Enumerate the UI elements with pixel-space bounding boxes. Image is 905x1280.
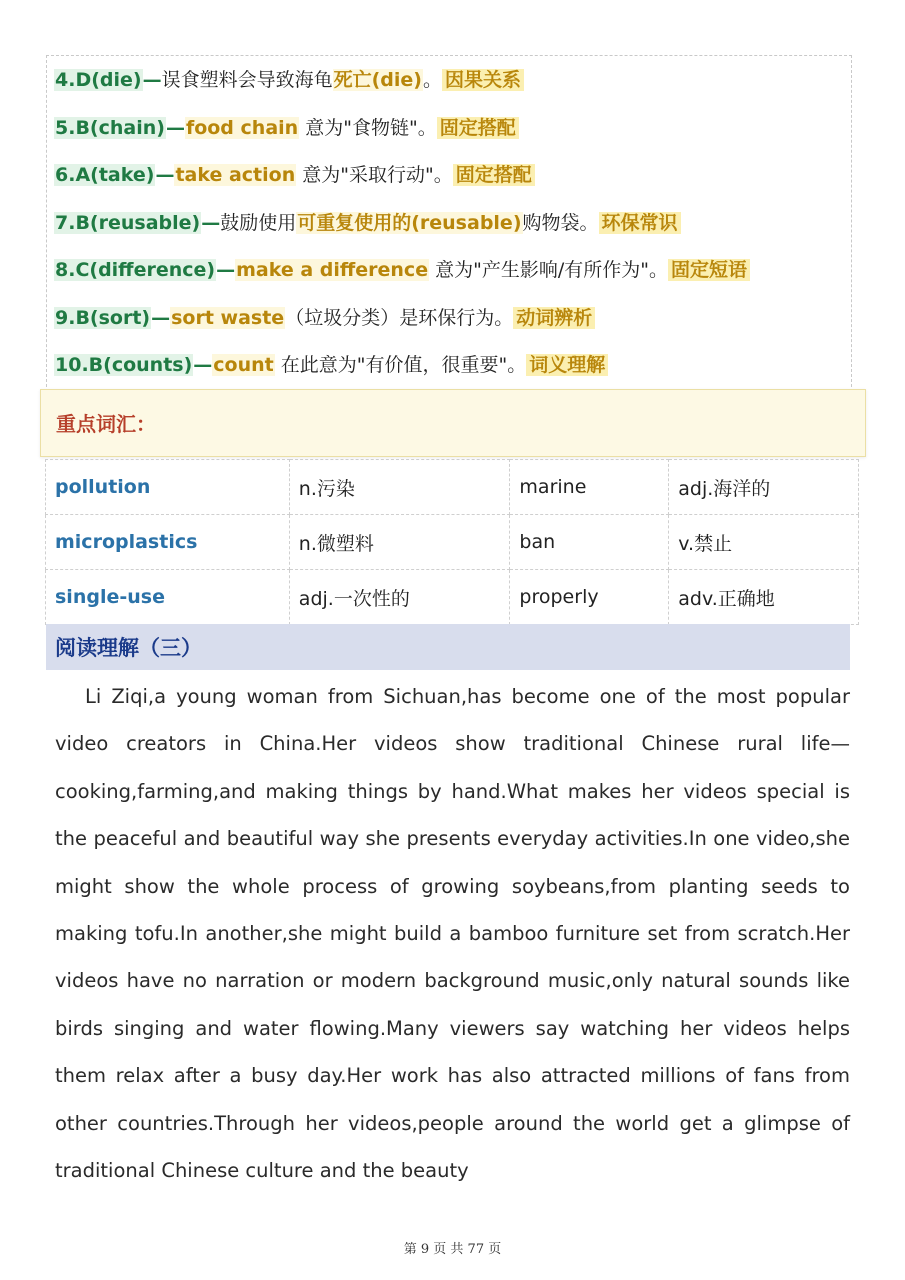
vocab-title: 重点词汇： xyxy=(56,412,156,436)
section-header xyxy=(46,624,850,670)
answer-row xyxy=(54,300,595,336)
answer-text: 。 xyxy=(422,69,442,91)
answer-text: 购物袋。 xyxy=(522,212,599,234)
answer-text: 误食塑料会导致海龟 xyxy=(161,69,333,91)
answer-dash: — xyxy=(201,212,221,234)
vocab-word: microplastics xyxy=(46,515,290,570)
answer-row xyxy=(54,157,535,193)
answer-row xyxy=(54,110,519,146)
answer-dash: — xyxy=(151,307,171,329)
answer-dash: — xyxy=(155,164,175,186)
table-row xyxy=(46,570,859,625)
vocab-header xyxy=(40,389,866,457)
answer-dash: — xyxy=(193,354,213,376)
answer-text: 鼓励使用 xyxy=(220,212,297,234)
answer-dash: — xyxy=(142,69,162,91)
answer-tag: 固定搭配 xyxy=(437,117,519,139)
answer-highlight: sort waste xyxy=(171,307,285,329)
answer-key: 10.B(counts) xyxy=(55,354,193,376)
answer-highlight: 可重复使用的(reusable) xyxy=(297,212,522,234)
answer-highlight: count xyxy=(213,354,274,376)
answer-tag: 固定搭配 xyxy=(453,164,535,186)
answer-tag: 固定短语 xyxy=(668,259,750,281)
answer-key: 7.B(reusable) xyxy=(55,212,201,234)
vocab-word-2: ban xyxy=(510,515,669,570)
answer-row xyxy=(54,347,608,383)
answer-key: 6.A(take) xyxy=(55,164,155,186)
answer-dash: — xyxy=(216,259,236,281)
vocab-word-2: marine xyxy=(510,460,669,515)
vocab-meaning-2: adj.海洋的 xyxy=(669,460,859,515)
answer-tag: 环保常识 xyxy=(599,212,681,234)
table-row xyxy=(46,460,859,515)
answer-highlight: 死亡(die) xyxy=(333,69,422,91)
answer-text: 意为"食物链"。 xyxy=(299,117,437,139)
answer-row xyxy=(54,205,681,241)
vocab-table xyxy=(45,459,859,625)
answer-highlight: take action xyxy=(175,164,296,186)
answer-text: 意为"产生影响/有所作为"。 xyxy=(429,259,669,281)
table-row xyxy=(46,515,859,570)
answer-key: 9.B(sort) xyxy=(55,307,151,329)
section-title: 阅读理解（三） xyxy=(55,636,202,660)
answer-row xyxy=(54,252,750,288)
vocab-meaning-2: v.禁止 xyxy=(669,515,859,570)
vocab-word: pollution xyxy=(46,460,290,515)
vocab-word: single-use xyxy=(46,570,290,625)
answer-highlight: food chain xyxy=(185,117,299,139)
vocab-word-2: properly xyxy=(510,570,669,625)
vocab-meaning-2: adv.正确地 xyxy=(669,570,859,625)
answer-text: 意为"采取行动"。 xyxy=(296,164,453,186)
answer-key: 4.D(die) xyxy=(55,69,142,91)
answer-tag: 词义理解 xyxy=(526,354,608,376)
vocab-meaning: n.微塑料 xyxy=(289,515,510,570)
answer-text: 在此意为"有价值，很重要"。 xyxy=(274,354,527,376)
answer-tag: 因果关系 xyxy=(442,69,524,91)
answer-text: （垃圾分类）是环保行为。 xyxy=(285,307,514,329)
vocab-meaning: n.污染 xyxy=(289,460,510,515)
vocab-meaning: adj.一次性的 xyxy=(289,570,510,625)
answer-tag: 动词辨析 xyxy=(513,307,595,329)
answer-row xyxy=(54,62,524,98)
answer-dash: — xyxy=(165,117,185,139)
answer-highlight: make a difference xyxy=(236,259,429,281)
answer-key: 5.B(chain) xyxy=(55,117,165,139)
page-footer: 第 9 页 共 77 页 xyxy=(403,1242,502,1257)
reading-passage: Li Ziqi,a young woman from Sichuan,has become one of the most popular video creators in China.Her videos show traditional Chinese rural life—cooking,farming,and making things by hand.What makes her videos special is the peaceful and beautiful way she presents everyday activities.In one video,she might show the whole process of growing soybeans,from planting seeds to making tofu.In another,she might build a bamboo furniture set from scratch.Her videos have no narration or modern background music,only natural sounds like birds singing and water flowing.Many viewers say watching her videos helps them relax after a busy day.Her work has also attracted millions of fans from other countries.Through her videos,people around the world get a glimpse of traditional Chinese culture and the beauty xyxy=(55,685,850,1183)
answer-key: 8.C(difference) xyxy=(55,259,216,281)
